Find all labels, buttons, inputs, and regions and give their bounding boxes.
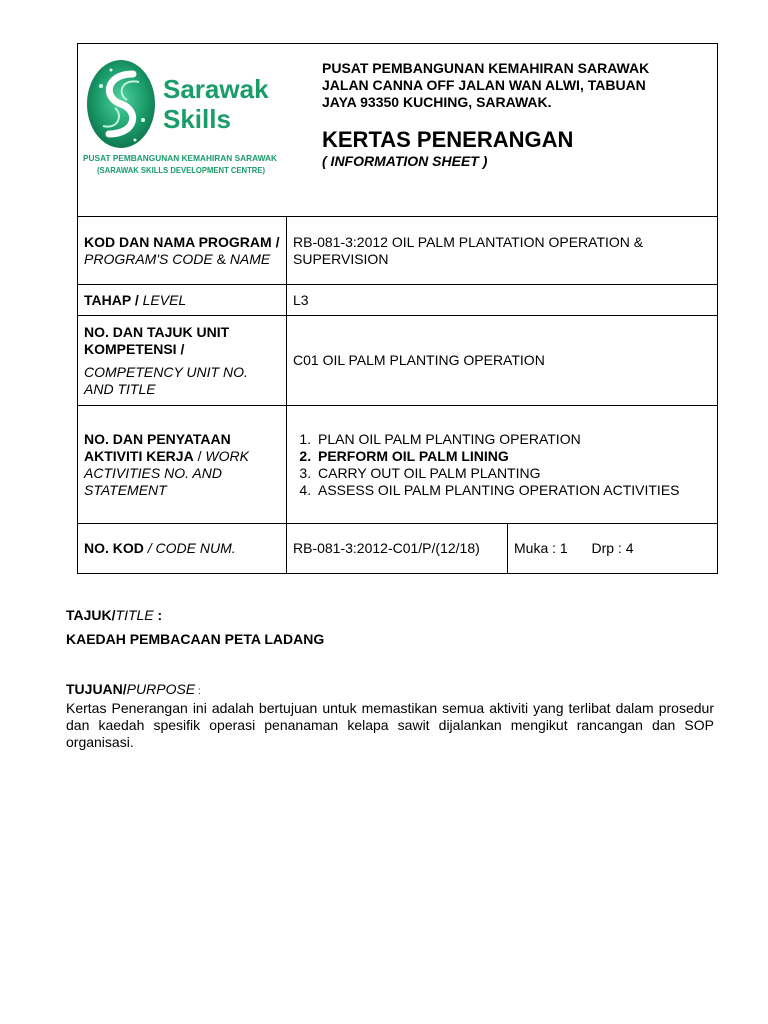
title-label-colon: : <box>153 607 163 623</box>
code-label-bold: NO. KOD <box>84 540 144 556</box>
code-label-italic: / CODE NUM. <box>143 540 236 556</box>
activity-item: 3. CARRY OUT OIL PALM PLANTING <box>315 465 711 482</box>
info-table <box>77 43 718 574</box>
activities-label-cell <box>78 406 287 524</box>
activities-row <box>78 406 718 524</box>
activity-item: 4. ASSESS OIL PALM PLANTING OPERATION ACTIVITIES <box>315 482 711 499</box>
level-label-italic: LEVEL <box>138 291 187 308</box>
logo-name-line2: Skills <box>163 104 231 134</box>
activity-item: 1. PLAN OIL PALM PLANTING OPERATION <box>315 431 711 448</box>
org-address-line2: JALAN CANNA OFF JALAN WAN ALWI, TABUAN <box>322 77 646 93</box>
org-address-line3: JAYA 93350 KUCHING, SARAWAK. <box>322 94 552 110</box>
unit-label-bold: NO. DAN TAJUK UNIT KOMPETENSI / <box>84 323 230 357</box>
program-label-join: & <box>212 250 230 267</box>
document-title: KERTAS PENERANGAN <box>322 127 574 152</box>
purpose-label <box>66 681 714 697</box>
organisation-block <box>322 60 712 169</box>
page-value: 1 <box>559 540 568 556</box>
section-title-text: KAEDAH PEMBACAAN PETA LADANG <box>66 631 325 647</box>
purpose-section <box>66 681 714 751</box>
title-label-bold: TAJUK/ <box>66 607 116 623</box>
code-label-cell <box>78 524 287 574</box>
page-label: Muka : <box>514 540 557 556</box>
program-row <box>78 217 718 285</box>
title-section <box>66 607 714 647</box>
program-label-bold: KOD DAN NAMA PROGRAM / <box>84 233 280 250</box>
purpose-paragraph: Kertas Penerangan ini adalah bertujuan untuk memastikan semua aktiviti yang terlibat dalam prosedur dan kaedah spesifik operasi penanaman kelapa sawit dijalankan mengikut rancangan dan SOP organisasi. <box>66 700 714 750</box>
activities-value-cell <box>287 406 718 524</box>
logo-name-line1: Sarawak <box>163 74 269 104</box>
activities-list <box>293 431 711 499</box>
program-label-italic: PROGRAM'S CODE <box>84 250 213 267</box>
activities-label-sep: / <box>193 447 206 464</box>
unit-label-cell <box>78 316 287 406</box>
header-row <box>78 44 718 217</box>
level-row <box>78 285 718 316</box>
purpose-label-bold: TUJUAN/ <box>66 681 127 697</box>
program-label-italic2: NAME <box>229 250 271 267</box>
purpose-label-colon: : <box>195 686 201 697</box>
program-value-cell: RB-081-3:2012 OIL PALM PLANTATION OPERATION & SUPERVISION <box>287 217 718 285</box>
unit-row <box>78 316 718 406</box>
logo-org-english: (SARAWAK SKILLS DEVELOPMENT CENTRE) <box>97 165 266 175</box>
code-value-cell: RB-081-3:2012-C01/P/(12/18) <box>287 524 508 574</box>
header-cell <box>78 44 718 217</box>
sarawak-skills-logo <box>83 56 283 181</box>
sarawak-skills-emblem-icon <box>83 56 283 181</box>
title-label <box>66 607 714 623</box>
program-label-cell <box>78 217 287 285</box>
title-label-italic: TITLE <box>115 607 154 623</box>
org-address-line1: PUSAT PEMBANGUNAN KEMAHIRAN SARAWAK <box>322 60 650 76</box>
purpose-label-italic: PURPOSE <box>126 681 196 697</box>
activity-item: 2. PERFORM OIL PALM LINING <box>315 448 711 465</box>
activities-label-bold: NO. DAN PENYATAAN AKTIVITI KERJA <box>84 430 231 464</box>
logo-org-malay: PUSAT PEMBANGUNAN KEMAHIRAN SARAWAK <box>83 153 278 163</box>
unit-value-cell: C01 OIL PALM PLANTING OPERATION <box>287 316 718 406</box>
page-of-value: 4 <box>625 540 634 556</box>
level-label-bold: TAHAP / <box>84 291 139 308</box>
level-label-cell <box>78 285 287 316</box>
page-count-cell <box>508 524 718 574</box>
activities-label-italic: WORK ACTIVITIES NO. AND STATEMENT <box>84 447 249 498</box>
document-subtitle: ( INFORMATION SHEET ) <box>322 153 488 169</box>
unit-label-italic: COMPETENCY UNIT NO. AND TITLE <box>84 363 248 397</box>
information-sheet-header <box>77 43 717 576</box>
level-value-cell: L3 <box>287 285 718 316</box>
page-of-label: Drp : <box>591 540 622 556</box>
code-row <box>78 524 718 574</box>
